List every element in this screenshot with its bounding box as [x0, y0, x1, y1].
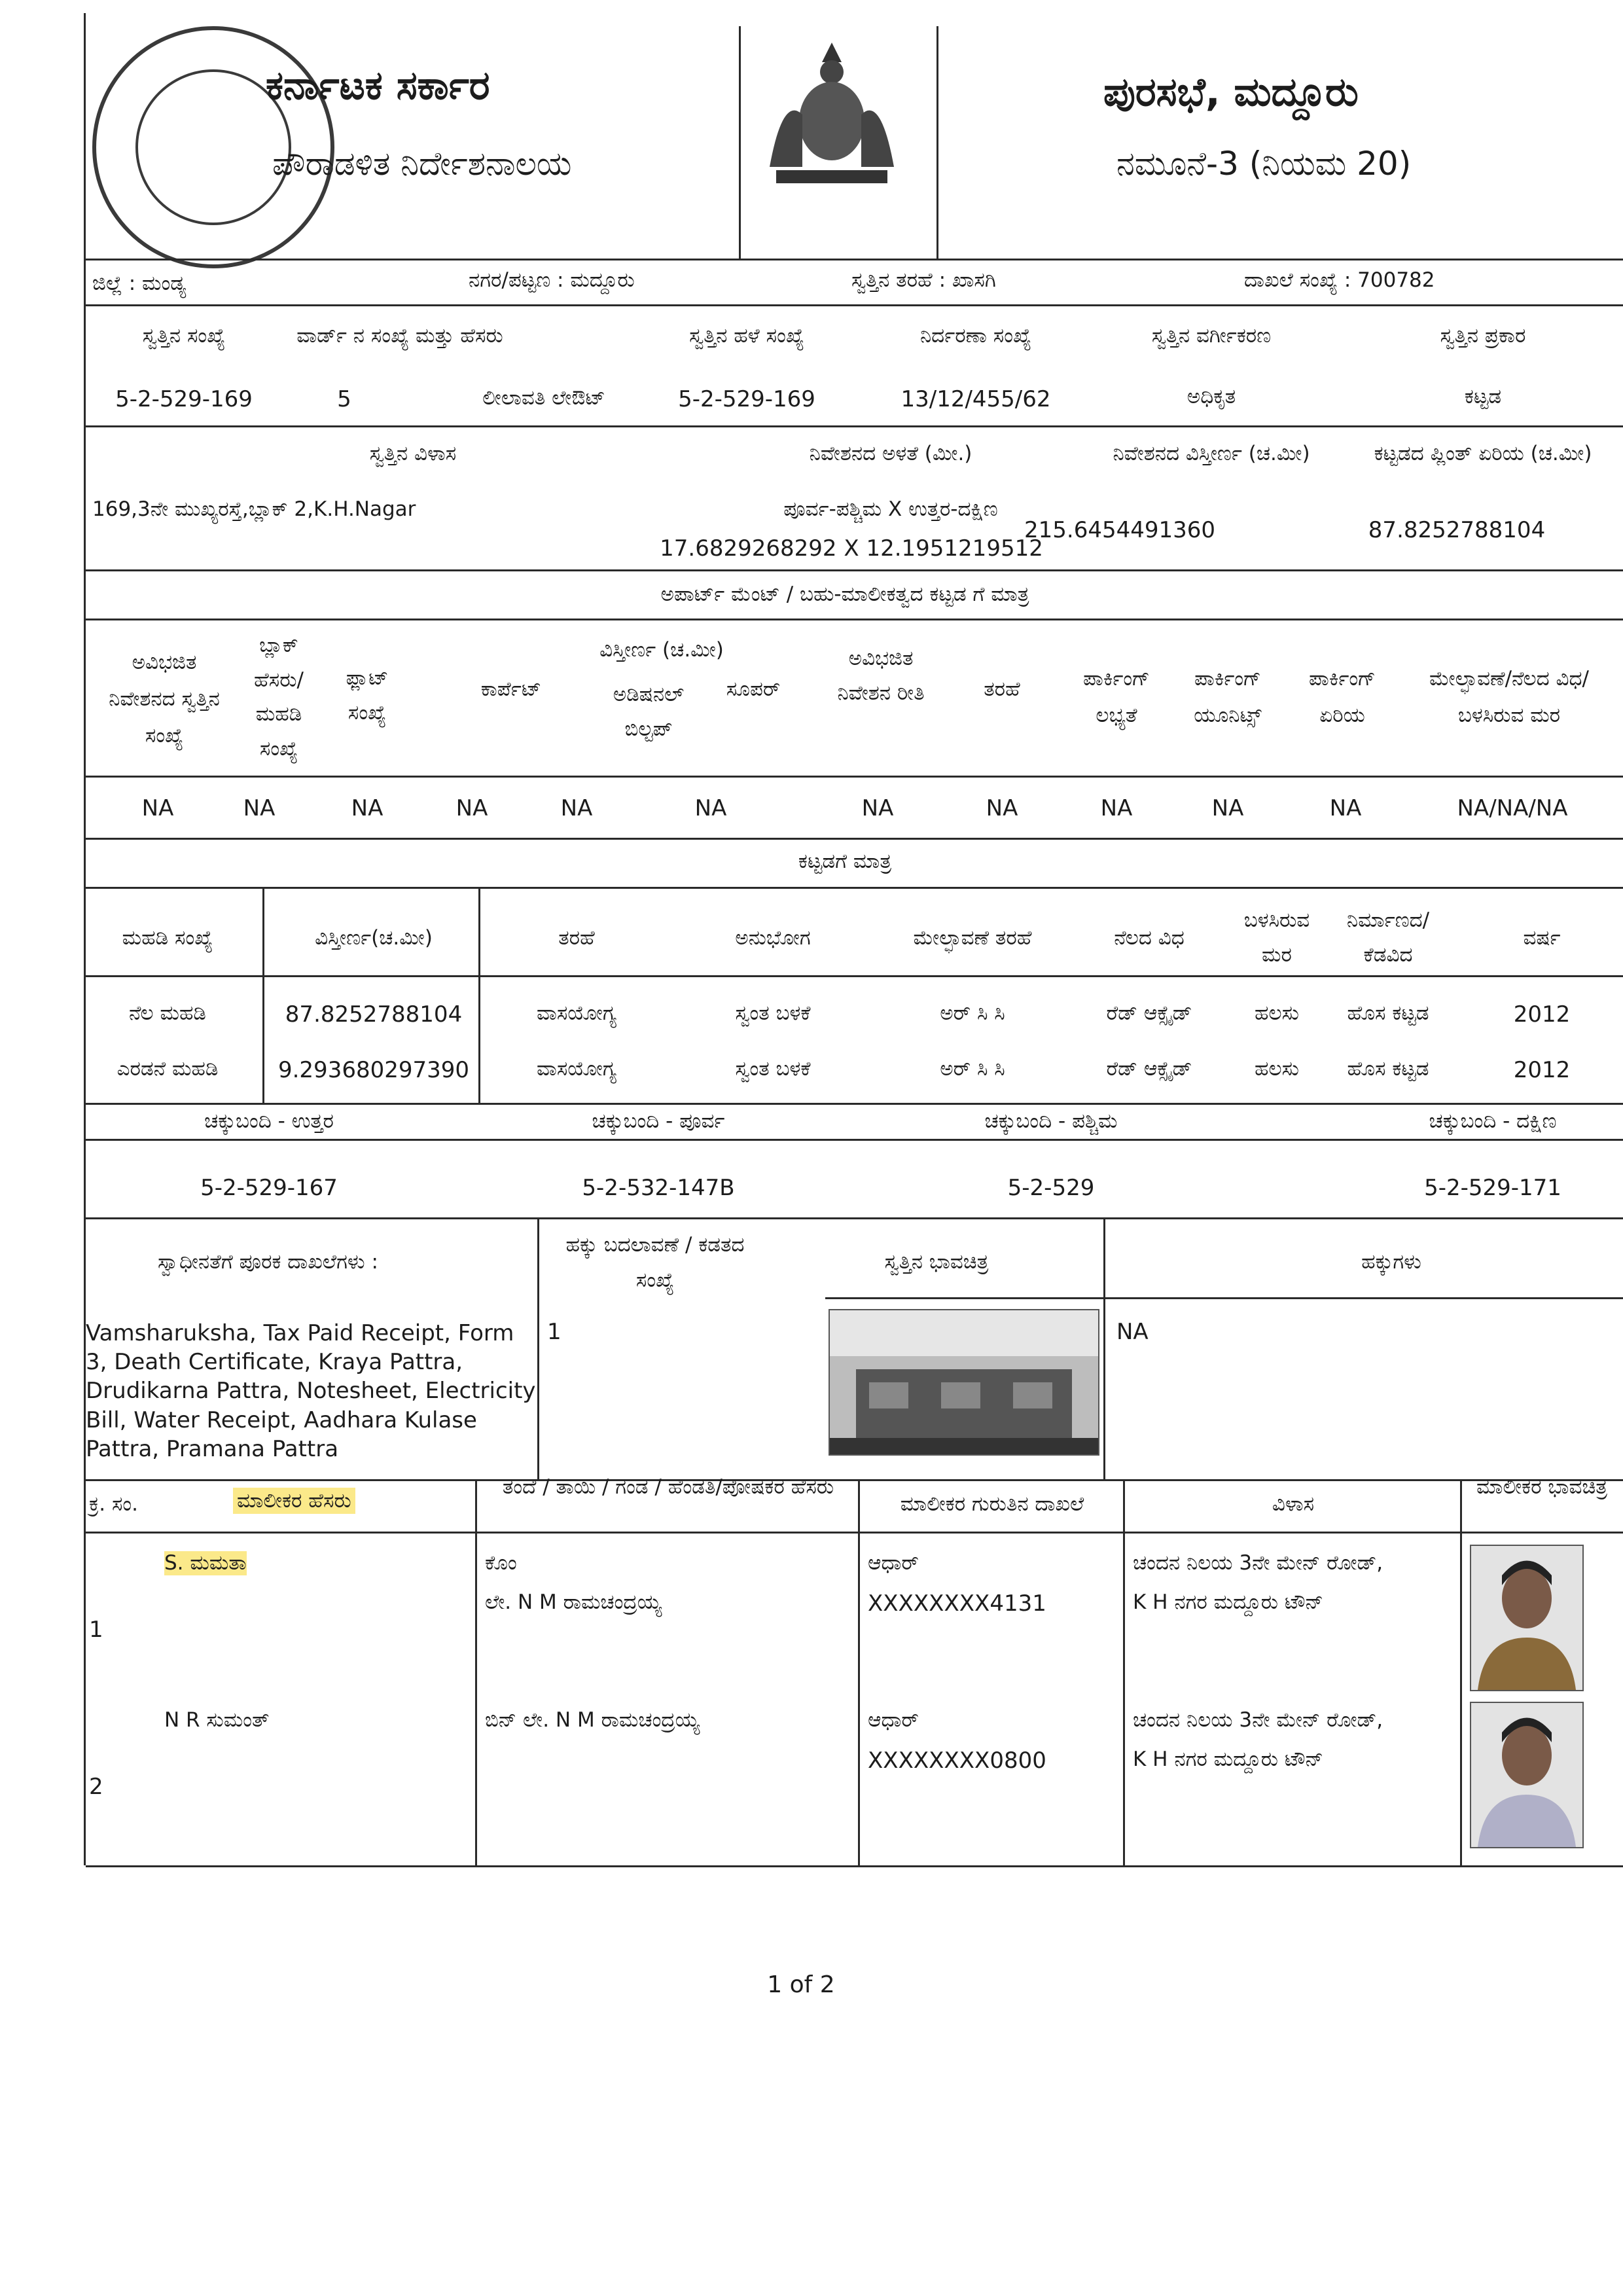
- usage-header: ಅನುಭೋಗ: [735, 926, 811, 950]
- owner-photo-header: ಮಾಲೀಕರ ಭಾವಚಿತ್ರ: [1476, 1475, 1607, 1499]
- owner-photo: [1470, 1545, 1584, 1691]
- municipality-title: ಪುರಸಭೆ, ಮದ್ದೂರು: [1103, 69, 1359, 115]
- floor-1-kind: ವಾಸಯೋಗ್ಯ: [537, 1001, 616, 1025]
- south-boundary-value: 5-2-529-171: [1424, 1175, 1561, 1201]
- owner-serial-no: 2: [89, 1774, 103, 1800]
- ward-no-value: 5: [337, 386, 351, 412]
- classification-value: ಅಧಿಕೃತ: [1186, 385, 1236, 408]
- undivided-method-header: ಅವಿಭಜಿತ ನಿವೇಶನ ರೀತಿ: [837, 647, 925, 705]
- site-area-value: 215.6454491360: [1024, 517, 1216, 543]
- floor-1-usage: ಸ್ವಂತ ಬಳಕೆ: [735, 1001, 811, 1025]
- directorate-title: ಪೌರಾಡಳಿತ ನಿರ್ದೇಶನಾಲಯ: [272, 145, 572, 183]
- relative-name-header: ತಂದೆ / ತಾಯಿ / ಗಂಡ / ಹೆಂಡತಿ/ಪೋಷಕರ ಹೆಸರು: [502, 1475, 834, 1499]
- wood-header: ಬಳಸಿರುವ ಮರ: [1243, 908, 1310, 967]
- floor-1-roof: ಅರ್ ಸಿ ಸಿ: [940, 1001, 1005, 1025]
- floor-1-area: 87.8252788104: [285, 1001, 463, 1028]
- address-header: ಸ್ವತ್ತಿನ ವಿಳಾಸ: [369, 442, 457, 465]
- plinth-area-header: ಕಟ್ಟಡದ ಪ್ಲಿಂತ್ ಏರಿಯ (ಚ.ಮೀ): [1374, 442, 1592, 465]
- owner-serial-no: 1: [89, 1617, 103, 1643]
- owner-address-line2: K H ನಗರ ಮದ್ದೂರು ಟೌನ್: [1133, 1748, 1323, 1771]
- change-file-label: ಹಕ್ಕು ಬದಲಾವಣೆ / ಕಡತದ ಸಂಖ್ಯೆ: [565, 1233, 745, 1293]
- owner-address-line1: ಚಂದನ ನಿಲಯ 3ನೇ ಮೇನ್ ರೋಡ್,: [1133, 1708, 1383, 1732]
- ward-header: ವಾರ್ಡ್ ನ ಸಂಖ್ಯೆ ಮತ್ತು ಹೆಸರು: [296, 324, 503, 348]
- floor-2-usage: ಸ್ವಂತ ಬಳಕೆ: [735, 1057, 811, 1081]
- roof-floor-wood-header: ಮೇಲ್ಛಾವಣೆ/ನೆಲದ ವಿಧ/ಬಳಸಿರುವ ಮರ: [1429, 667, 1589, 727]
- district-label: ಜಿಲ್ಲೆ : ಮಂಡ್ಯ: [92, 272, 187, 295]
- additional-builtup-value: NA: [560, 795, 593, 821]
- building-section-title: ಕಟ್ಟಡಗೆ ಮಾತ್ರ: [798, 850, 892, 873]
- form-number: ನಮೂನೆ-3 (ನಿಯಮ 20): [1116, 145, 1412, 183]
- floor-2-kind: ವಾಸಯೋಗ್ಯ: [537, 1057, 616, 1081]
- block-value: NA: [243, 795, 276, 821]
- documents-label: ಸ್ವಾಧೀನತೆಗೆ ಪೂರಕ ದಾಖಲೆಗಳು :: [158, 1250, 378, 1274]
- owner-name-header: ಮಾಲೀಕರ ಹೆಸರು: [233, 1489, 355, 1513]
- flat-header: ಫ್ಲಾಟ್ ಸಂಖ್ಯೆ: [346, 666, 389, 725]
- undivided-method-value: NA: [861, 795, 894, 821]
- certificate-page: [84, 13, 1623, 1865]
- floor-2-floor-type: ರೆಡ್ ಆಕ್ಸೈಡ್: [1106, 1057, 1192, 1081]
- parking-area-header: ಪಾರ್ಕಿಂಗ್ ಏರಿಯ: [1309, 667, 1376, 727]
- floor-2-floor: ಎರಡನೆ ಮಹಡಿ: [116, 1057, 219, 1081]
- south-boundary-label: ಚಕ್ಕುಬಂದಿ - ದಕ್ಷಿಣ: [1429, 1109, 1557, 1133]
- owner-relative-name: ಬಿನ್ ಲೇ. N M ರಾಮಚಂದ್ರಯ್ಯ: [485, 1708, 700, 1732]
- change-file-value: 1: [547, 1319, 562, 1345]
- west-boundary-label: ಚಕ್ಕುಬಂದಿ - ಪಶ್ಚಿಮ: [984, 1109, 1118, 1133]
- person-photo-icon: [1471, 1546, 1582, 1690]
- serial-no-header: ಕ್ರ. ಸಂ.: [89, 1492, 139, 1516]
- property-no-header: ಸ್ವತ್ತಿನ ಸಂಖ್ಯೆ: [142, 324, 226, 348]
- roof-type-header: ಮೇಲ್ಛಾವಣೆ ತರಹೆ: [913, 926, 1032, 950]
- floor-2-year: 2012: [1513, 1057, 1571, 1083]
- floor-2-roof: ಅರ್ ಸಿ ಸಿ: [940, 1057, 1005, 1081]
- roof-floor-wood-value: NA/NA/NA: [1457, 795, 1568, 821]
- assessment-no-header: ನಿರ್ದರಣಾ ಸಂಖ್ಯೆ: [919, 324, 1032, 348]
- parking-availability-header: ಪಾರ್ಕಿಂಗ್ ಲಭ್ಯತೆ: [1083, 667, 1150, 727]
- property-photo: [829, 1309, 1099, 1456]
- classification-header: ಸ್ವತ್ತಿನ ವರ್ಗೀಕರಣ: [1151, 324, 1272, 348]
- additional-builtup-header: ಅಡಿಷನಲ್ ಬಿಲ್ಟಪ್: [613, 683, 685, 741]
- property-type-label: ಸ್ವತ್ತಿನ ತರಹೆ : ಖಾಸಗಿ: [851, 268, 996, 292]
- property-photo-label: ಸ್ವತ್ತಿನ ಭಾವಚಿತ್ರ: [884, 1250, 989, 1274]
- parking-units-value: NA: [1211, 795, 1244, 821]
- property-kind-header: ಸ್ವತ್ತಿನ ಪ್ರಕಾರ: [1440, 324, 1526, 348]
- owner-address-header: ವಿಳಾಸ: [1272, 1492, 1315, 1516]
- north-boundary-value: 5-2-529-167: [200, 1175, 338, 1201]
- building-photo-icon: [830, 1310, 1098, 1454]
- parking-availability-value: NA: [1100, 795, 1133, 821]
- year-header: ವರ್ಷ: [1523, 926, 1561, 950]
- town-label: ನಗರ/ಪಟ್ಟಣ : ಮದ್ದೂರು: [469, 268, 635, 292]
- owner-id-number: XXXXXXXX4131: [868, 1590, 1046, 1617]
- area-group-header: ವಿಸ್ತೀರ್ಣ (ಚ.ಮೀ): [599, 638, 724, 662]
- floor-1-year: 2012: [1513, 1001, 1571, 1028]
- east-boundary-label: ಚಕ್ಕುಬಂದಿ - ಪೂರ್ವ: [592, 1109, 725, 1133]
- carpet-value: NA: [455, 795, 488, 821]
- undivided-no-value: NA: [141, 795, 174, 821]
- old-no-header: ಸ್ವತ್ತಿನ ಹಳೆ ಸಂಖ್ಯೆ: [689, 324, 804, 348]
- property-no-value: 5-2-529-169: [115, 386, 253, 412]
- old-no-value: 5-2-529-169: [678, 386, 815, 412]
- state-emblem-icon: [757, 36, 907, 200]
- floor-2-construction: ಹೊಸ ಕಟ್ಟಡ: [1347, 1057, 1429, 1081]
- owner-id-type: ಆಧಾರ್: [868, 1551, 919, 1575]
- floor-1-floor-type: ರೆಡ್ ಆಕ್ಸೈಡ್: [1106, 1001, 1192, 1025]
- carpet-header: ಕಾರ್ಪೆಟ್: [480, 677, 542, 701]
- documents-value: Vamsharuksha, Tax Paid Receipt, Form 3, Death Certificate, Kraya Pattra, Drudikarna Pattra, Notesheet, Electricity Bill, Water Receipt, Aadhara Kulase Pattra, Pramana Pattra: [86, 1320, 536, 1462]
- undivided-no-header: ಅವಿಭಜಿತ ನಿವೇಶನದ ಸ್ವತ್ತಿನ ಸಂಖ್ಯೆ: [109, 651, 220, 747]
- site-dims-label: ಪೂರ್ವ-ಪಶ್ಚಿಮ X ಉತ್ತರ-ದಕ್ಷಿಣ: [783, 497, 998, 521]
- floor-no-header: ಮಹಡಿ ಸಂಖ್ಯೆ: [122, 926, 213, 950]
- owner-name: S. ಮಮತಾ: [164, 1551, 247, 1575]
- owner-name: N R ಸುಮಂತ್: [164, 1708, 270, 1732]
- government-title: ಕರ್ನಾಟಕ ಸರ್ಕಾರ: [266, 63, 490, 109]
- east-boundary-value: 5-2-532-147B: [582, 1175, 735, 1201]
- floor-1-construction: ಹೊಸ ಕಟ್ಟಡ: [1347, 1001, 1429, 1025]
- person-photo-icon: [1471, 1703, 1582, 1847]
- rights-label: ಹಕ್ಕುಗಳು: [1361, 1250, 1421, 1274]
- floor-type-header: ನೆಲದ ವಿಧ: [1114, 926, 1185, 950]
- owner-address-line1: ಚಂದನ ನಿಲಯ 3ನೇ ಮೇನ್ ರೋಡ್,: [1133, 1551, 1383, 1575]
- owner-id-number: XXXXXXXX0800: [868, 1748, 1046, 1774]
- west-boundary-value: 5-2-529: [1007, 1175, 1095, 1201]
- record-number: ದಾಖಲೆ ಸಂಖ್ಯೆ : 700782: [1244, 268, 1435, 292]
- parking-area-value: NA: [1329, 795, 1362, 821]
- apartment-section-title: ಅಪಾರ್ಟ್ ಮೆಂಟ್ / ಬಹು-ಮಾಲೀಕತ್ವದ ಕಟ್ಟಡ ಗೆ ಮಾತ್ರ: [660, 583, 1029, 606]
- ward-name-value: ಲೀಲಾವತಿ ಲೇಔಟ್: [482, 386, 605, 410]
- floor-kind-header: ತರಹೆ: [558, 926, 595, 950]
- north-boundary-label: ಚಕ್ಕುಬಂದಿ - ಉತ್ತರ: [204, 1109, 334, 1133]
- owner-address-line2: K H ನಗರ ಮದ್ದೂರು ಟೌನ್: [1133, 1590, 1323, 1614]
- super-value: NA: [694, 795, 727, 821]
- floor-area-header: ವಿಸ್ತೀರ್ಣ(ಚ.ಮೀ): [315, 926, 433, 950]
- floor-1-floor: ನೆಲ ಮಹಡಿ: [129, 1001, 206, 1025]
- floor-2-wood: ಹಲಸು: [1255, 1057, 1299, 1081]
- site-dims-header: ನಿವೇಶನದ ಅಳತೆ (ಮೀ.): [809, 442, 972, 465]
- id-document-header: ಮಾಲೀಕರ ಗುರುತಿನ ದಾಖಲೆ: [900, 1492, 1084, 1516]
- owner-id-type: ಆಧಾರ್: [868, 1708, 919, 1732]
- owner-relative-name: ಲೇ. N M ರಾಮಚಂದ್ರಯ್ಯ: [485, 1590, 662, 1614]
- super-header: ಸೂಪರ್: [726, 677, 781, 701]
- site-dims-value: 17.6829268292 X 12.1951219512: [660, 535, 1043, 562]
- parking-units-header: ಪಾರ್ಕಿಂಗ್ ಯೂನಿಟ್ಸ್: [1194, 667, 1262, 727]
- apt-kind-header: ತರಹೆ: [984, 677, 1020, 701]
- owner-photo: [1470, 1702, 1584, 1848]
- rights-value: NA: [1116, 1319, 1149, 1345]
- page-number: 1 of 2: [767, 1971, 835, 1998]
- plinth-area-value: 87.8252788104: [1368, 517, 1546, 543]
- site-area-header: ನಿವೇಶನದ ವಿಸ್ತೀರ್ಣ (ಚ.ಮೀ): [1113, 442, 1310, 465]
- floor-2-area: 9.293680297390: [277, 1057, 470, 1083]
- property-kind-value: ಕಟ್ಟಡ: [1464, 385, 1502, 408]
- flat-value: NA: [351, 795, 383, 821]
- floor-1-wood: ಹಲಸು: [1255, 1001, 1299, 1025]
- owner-relation: ಕೊಂ: [485, 1551, 517, 1575]
- assessment-no-value: 13/12/455/62: [901, 386, 1051, 412]
- address-value: 169,3ನೇ ಮುಖ್ಯರಸ್ತೆ,ಬ್ಲಾಕ್ 2,K.H.Nagar: [92, 497, 416, 521]
- construction-header: ನಿರ್ಮಾಣದ/ ಕೆಡವಿದ: [1346, 908, 1430, 967]
- block-header: ಬ್ಲಾಕ್ ಹೆಸರು/ ಮಹಡಿ ಸಂಖ್ಯೆ: [254, 634, 304, 761]
- apt-kind-value: NA: [986, 795, 1018, 821]
